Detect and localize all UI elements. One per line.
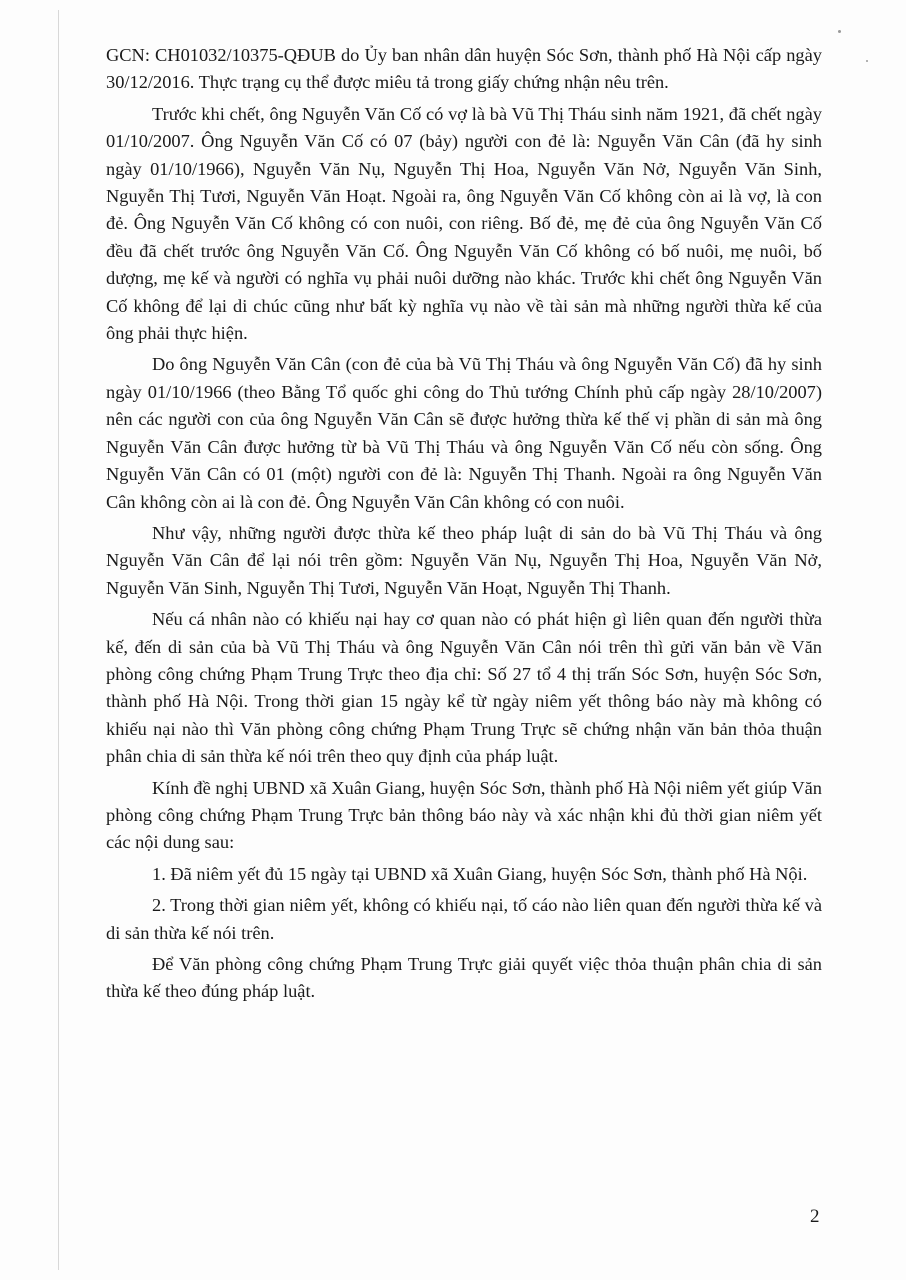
paragraph-item-1: 1. Đã niêm yết đủ 15 ngày tại UBND xã Xuân Giang, huyện Sóc Sơn, thành phố Hà Nội. (152, 863, 808, 884)
document-body (106, 42, 822, 1010)
scan-edge-line (58, 10, 59, 1270)
paragraph-complaints: Nếu cá nhân nào có khiếu nại hay cơ quan nào có phát hiện gì liên quan đến người thừa kế, đến di sản của bà Vũ Thị Tháu và ông Nguyễn Văn Cân nói trên thì gửi văn bản về Văn phòng công chứng Phạm Trung Trực theo địa chỉ: Số 27 tổ 4 thị trấn Sóc Sơn, huyện Sóc Sơn, thành phố Hà Nội. Trong thời gian 15 ngày kể từ ngày niêm yết thông báo này mà không có khiếu nại nào thì Văn phòng công chứng Phạm Trung Trực sẽ chứng nhận văn bản thỏa thuận phân chia di sản thừa kế nói trên theo quy định của pháp luật. (106, 609, 822, 767)
paragraph-closing: Để Văn phòng công chứng Phạm Trung Trực giải quyết việc thỏa thuận phân chia di sản thừa kế theo đúng pháp luật. (106, 954, 822, 1002)
paragraph-item-2: 2. Trong thời gian niêm yết, không có khiếu nại, tố cáo nào liên quan đến người thừa kế và di sản thừa kế nói trên. (106, 895, 822, 943)
scan-speck (838, 30, 841, 33)
paragraph-heirs: Như vậy, những người được thừa kế theo pháp luật di sản do bà Vũ Thị Tháu và ông Nguyễn Văn Cân để lại nói trên gồm: Nguyễn Văn Nụ, Nguyễn Thị Hoa, Nguyễn Văn Nở, Nguyễn Văn Sinh, Nguyễn Thị Tươi, Nguyễn Văn Hoạt, Nguyễn Thị Thanh. (106, 522, 822, 598)
scan-speck (866, 60, 868, 62)
paragraph-certificate: GCN: CH01032/10375-QĐUB do Ủy ban nhân dân huyện Sóc Sơn, thành phố Hà Nội cấp ngày 30/12/2016. Thực trạng cụ thể được miêu tả trong giấy chứng nhận nêu trên. (106, 45, 822, 93)
page-number: 2 (810, 1206, 820, 1227)
paragraph-inheritance-substitution: Do ông Nguyễn Văn Cân (con đẻ của bà Vũ Thị Tháu và ông Nguyễn Văn Cố) đã hy sinh ngày 01/10/1966 (theo Bằng Tổ quốc ghi công do Thủ tướng Chính phủ cấp ngày 28/10/2007) nên các người con của ông Nguyễn Văn Cân sẽ được hưởng thừa kế thế vị phần di sản mà ông Nguyễn Văn Cân được hưởng từ bà Vũ Thị Tháu và ông Nguyễn Văn Cố nếu còn sống. Ông Nguyễn Văn Cân có 01 (một) người con đẻ là: Nguyễn Thị Thanh. Ngoài ra ông Nguyễn Văn Cân không còn ai là con đẻ. Ông Nguyễn Văn Cân không có con nuôi. (106, 354, 822, 512)
paragraph-family: Trước khi chết, ông Nguyễn Văn Cố có vợ là bà Vũ Thị Tháu sinh năm 1921, đã chết ngày 01/10/2007. Ông Nguyễn Văn Cố có 07 (bảy) người con đẻ là: Nguyễn Văn Cân (đã hy sinh ngày 01/10/1966), Nguyễn Văn Nụ, Nguyễn Thị Hoa, Nguyễn Văn Nở, Nguyễn Văn Sinh, Nguyễn Thị Tươi, Nguyễn Văn Hoạt. Ngoài ra, ông Nguyễn Văn Cố không còn ai là vợ, là con đẻ. Ông Nguyễn Văn Cố không có con nuôi, con riêng. Bố đẻ, mẹ đẻ của ông Nguyễn Văn Cố đều đã chết trước ông Nguyễn Văn Cố. Ông Nguyễn Văn Cố không có bố nuôi, mẹ nuôi, bố dượng, mẹ kế và người có nghĩa vụ phải nuôi dưỡng nào khác. Trước khi chết ông Nguyễn Văn Cố không để lại di chúc cũng như bất kỳ nghĩa vụ nào về tài sản mà những người thừa kế của ông phải thực hiện. (106, 103, 822, 344)
paragraph-request: Kính đề nghị UBND xã Xuân Giang, huyện Sóc Sơn, thành phố Hà Nội niêm yết giúp Văn phòng công chứng Phạm Trung Trực bản thông báo này và xác nhận khi đủ thời gian niêm yết các nội dung sau: (106, 777, 822, 853)
